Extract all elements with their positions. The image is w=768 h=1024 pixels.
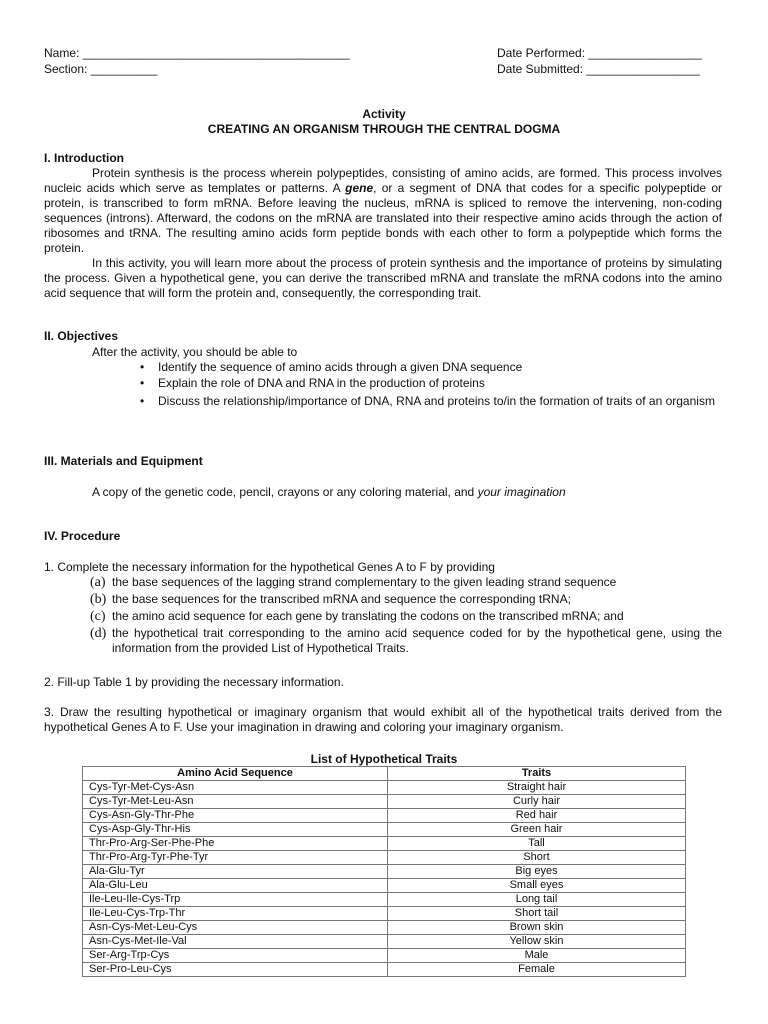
activity-label: Activity <box>362 107 406 121</box>
sequence-cell: Thr-Pro-Arg-Tyr-Phe-Tyr <box>83 851 388 865</box>
page-title: CREATING AN ORGANISM THROUGH THE CENTRAL DOGMA <box>207 122 561 136</box>
trait-cell: Brown skin <box>388 921 686 935</box>
sequence-cell: Thr-Pro-Arg-Ser-Phe-Phe <box>83 837 388 851</box>
table-row <box>83 963 686 977</box>
substep-marker: (c) <box>90 609 106 624</box>
objectives-list <box>136 360 722 410</box>
sequence-cell: Ala-Glu-Tyr <box>83 865 388 879</box>
table-row <box>83 865 686 879</box>
trait-cell: Short tail <box>388 907 686 921</box>
table-row <box>83 809 686 823</box>
procedure-step-3: 3. Draw the resulting hypothetical or imaginary organism that would exhibit all of the hypothetical traits derived from the hypothetical Genes A to F. Use your imagination in drawing and coloring your imaginary organism. <box>44 705 722 734</box>
sequence-cell: Cys-Asp-Gly-Thr-His <box>83 823 388 837</box>
date-submitted-line <box>497 62 700 77</box>
sequence-cell: Asn-Cys-Met-Ile-Val <box>83 935 388 949</box>
objectives-lead: After the activity, you should be able to <box>92 345 298 359</box>
procedure-step-1: 1. Complete the necessary information for the hypothetical Genes A to F by providing <box>44 560 495 574</box>
procedure-heading: IV. Procedure <box>44 529 121 543</box>
substep-text: the amino acid sequence for each gene by translating the codons on the transcribed mRNA; and <box>112 609 624 623</box>
procedure-step-2: 2. Fill-up Table 1 by providing the necessary information. <box>44 675 344 689</box>
table-body <box>83 781 686 977</box>
traits-table <box>82 766 686 977</box>
trait-cell: Straight hair <box>388 781 686 795</box>
procedure-substeps <box>90 575 722 656</box>
objective-item <box>136 360 722 375</box>
sequence-cell: Ala-Glu-Leu <box>83 879 388 893</box>
date-performed-line <box>497 46 702 61</box>
materials-imagination: your imagination <box>477 485 566 499</box>
name-blank[interactable]: ________________________________________ <box>82 46 350 60</box>
table-row <box>83 851 686 865</box>
objective-text: Identify the sequence of amino acids through a given DNA sequence <box>158 360 523 374</box>
date-submitted-blank[interactable]: _________________ <box>586 62 700 76</box>
sequence-cell: Asn-Cys-Met-Leu-Cys <box>83 921 388 935</box>
column-header: Traits <box>388 767 686 781</box>
intro-paragraph-2: In this activity, you will learn more about the process of protein synthesis and the importance of proteins by simulating the process. Given a hypothetical gene, you can derive the transcribed mRNA and translate the mRNA codons into the amino acid sequence that will form the protein and, consequently, the corresponding trait. <box>44 256 722 300</box>
gene-term: gene <box>345 181 374 195</box>
table-row <box>83 781 686 795</box>
table-row <box>83 921 686 935</box>
column-header: Amino Acid Sequence <box>83 767 388 781</box>
substep-text: the base sequences for the transcribed mRNA and sequence the corresponding tRNA; <box>112 592 571 606</box>
table-caption: List of Hypothetical Traits <box>310 752 458 766</box>
substep-marker: (d) <box>90 626 107 641</box>
trait-cell: Tall <box>388 837 686 851</box>
intro-heading: I. Introduction <box>44 151 124 165</box>
table-header-row <box>83 767 686 781</box>
intro-p1-start: Protein synthesis is the process wherein polypeptides, consisting of amino acids, are formed. This process involves nucleic acids which serve as templates or patterns. A <box>44 166 722 195</box>
intro-p1-end: , or a segment of DNA that codes for a specific polypeptide or protein, is transcribed to form mRNA. Before leaving the nucleus, mRNA is spliced to remove the intervening, non-coding sequences (introns). Afterward, the codons on the mRNA are translated into their respective amino acids through the action of ribosomes and tRNA. The resulting amino acids form peptide bonds with each other to form a polypeptide which forms the protein. <box>44 181 722 255</box>
section-label: Section: <box>44 62 88 76</box>
substep-b <box>90 592 722 607</box>
substep-text: the base sequences of the lagging strand complementary to the given leading strand sequence <box>112 575 617 589</box>
table-row <box>83 949 686 963</box>
substep-marker: (b) <box>90 592 107 607</box>
traits-table-wrap <box>82 766 686 977</box>
trait-cell: Green hair <box>388 823 686 837</box>
section-line <box>44 62 157 77</box>
sequence-cell: Cys-Tyr-Met-Cys-Asn <box>83 781 388 795</box>
substep-text: the hypothetical trait corresponding to the amino acid sequence coded for by the hypothetical gene, using the information from the provided List of Hypothetical Traits. <box>112 626 722 655</box>
substep-c <box>90 609 722 624</box>
sequence-cell: Cys-Tyr-Met-Leu-Asn <box>83 795 388 809</box>
trait-cell: Small eyes <box>388 879 686 893</box>
trait-cell: Male <box>388 949 686 963</box>
trait-cell: Short <box>388 851 686 865</box>
table-row <box>83 935 686 949</box>
bullet-icon: • <box>140 376 145 390</box>
trait-cell: Curly hair <box>388 795 686 809</box>
table-row <box>83 823 686 837</box>
table-row <box>83 879 686 893</box>
objective-item <box>136 394 722 409</box>
bullet-icon: • <box>140 360 145 374</box>
objective-text: Discuss the relationship/importance of DNA, RNA and proteins to/in the formation of traits of an organism <box>158 394 715 408</box>
trait-cell: Female <box>388 963 686 977</box>
sequence-cell: Ser-Pro-Leu-Cys <box>83 963 388 977</box>
objectives-heading: II. Objectives <box>44 329 119 343</box>
trait-cell: Long tail <box>388 893 686 907</box>
section-blank[interactable]: __________ <box>90 62 158 76</box>
materials-text <box>92 485 566 500</box>
date-performed-label: Date Performed: <box>497 46 586 60</box>
intro-paragraph-1 <box>44 166 722 256</box>
objective-item <box>136 376 722 391</box>
trait-cell: Yellow skin <box>388 935 686 949</box>
table-row <box>83 837 686 851</box>
date-performed-blank[interactable]: _________________ <box>588 46 702 60</box>
materials-heading: III. Materials and Equipment <box>44 454 203 468</box>
substep-marker: (a) <box>90 575 106 590</box>
trait-cell: Red hair <box>388 809 686 823</box>
name-line <box>44 46 350 61</box>
table-row <box>83 907 686 921</box>
table-row <box>83 893 686 907</box>
trait-cell: Big eyes <box>388 865 686 879</box>
name-label: Name: <box>44 46 80 60</box>
sequence-cell: Ile-Leu-Cys-Trp-Thr <box>83 907 388 921</box>
date-submitted-label: Date Submitted: <box>497 62 584 76</box>
table-row <box>83 795 686 809</box>
substep-a <box>90 575 722 590</box>
bullet-icon: • <box>140 394 145 408</box>
sequence-cell: Ser-Arg-Trp-Cys <box>83 949 388 963</box>
materials-list: A copy of the genetic code, pencil, crayons or any coloring material, and <box>92 485 478 499</box>
sequence-cell: Ile-Leu-Ile-Cys-Trp <box>83 893 388 907</box>
substep-d <box>90 626 722 656</box>
sequence-cell: Cys-Asn-Gly-Thr-Phe <box>83 809 388 823</box>
objective-text: Explain the role of DNA and RNA in the production of proteins <box>158 376 485 390</box>
